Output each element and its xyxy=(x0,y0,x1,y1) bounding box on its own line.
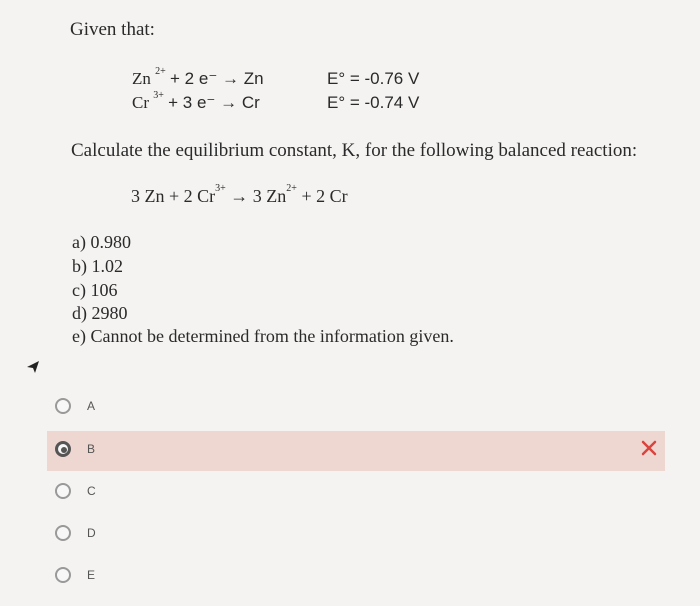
cursor-icon xyxy=(26,360,40,374)
option-c-label: C xyxy=(87,484,96,498)
option-b-label: B xyxy=(87,442,96,456)
half-reaction-1-potential: E° = -0.76 V xyxy=(327,69,420,88)
half-reaction-2 xyxy=(132,90,260,113)
overall-reaction-left: 3 Zn + 2 Cr xyxy=(131,186,216,206)
option-a-radio[interactable] xyxy=(55,398,71,414)
half-reaction-1-left: Zn xyxy=(132,69,151,88)
option-b-radio[interactable] xyxy=(55,441,71,457)
choice-text-b: b) 1.02 xyxy=(72,256,123,276)
option-e-radio[interactable] xyxy=(55,567,71,583)
choice-text-a: a) 0.980 xyxy=(72,232,131,252)
choice-text-d: d) 2980 xyxy=(72,303,128,323)
overall-reaction-sup2: 2+ xyxy=(286,183,297,194)
half-reaction-1 xyxy=(132,66,264,89)
close-icon xyxy=(640,439,658,457)
choice-text-e: e) Cannot be determined from the information given. xyxy=(72,326,454,346)
given-label: Given that: xyxy=(70,19,155,40)
half-reaction-2-sup: 3+ xyxy=(153,90,164,102)
option-a[interactable] xyxy=(47,388,665,428)
question-text: Calculate the equilibrium constant, K, for the following balanced reaction: xyxy=(71,140,638,161)
half-reaction-2-right: + 3 e⁻ → Cr xyxy=(168,93,260,112)
option-c-radio[interactable] xyxy=(55,483,71,499)
half-reaction-1-sup: 2+ xyxy=(155,66,166,78)
overall-reaction-right: + 2 Cr xyxy=(296,186,348,206)
half-reaction-2-potential: E° = -0.74 V xyxy=(327,93,420,112)
overall-reaction-sup1: 3+ xyxy=(215,183,226,194)
option-d-radio[interactable] xyxy=(55,525,71,541)
option-b[interactable] xyxy=(47,431,665,471)
overall-reaction xyxy=(131,183,348,207)
option-e-label: E xyxy=(87,568,96,582)
overall-reaction-middle: → 3 Zn xyxy=(225,186,287,206)
option-a-label: A xyxy=(87,399,96,413)
choice-text-c: c) 106 xyxy=(72,280,118,300)
half-reaction-1-right: + 2 e⁻ → Zn xyxy=(170,69,264,88)
option-c[interactable] xyxy=(47,473,665,513)
option-d-label: D xyxy=(87,526,96,540)
option-e[interactable] xyxy=(47,557,665,597)
half-reaction-2-left: Cr xyxy=(132,93,149,112)
option-d[interactable] xyxy=(47,515,665,555)
